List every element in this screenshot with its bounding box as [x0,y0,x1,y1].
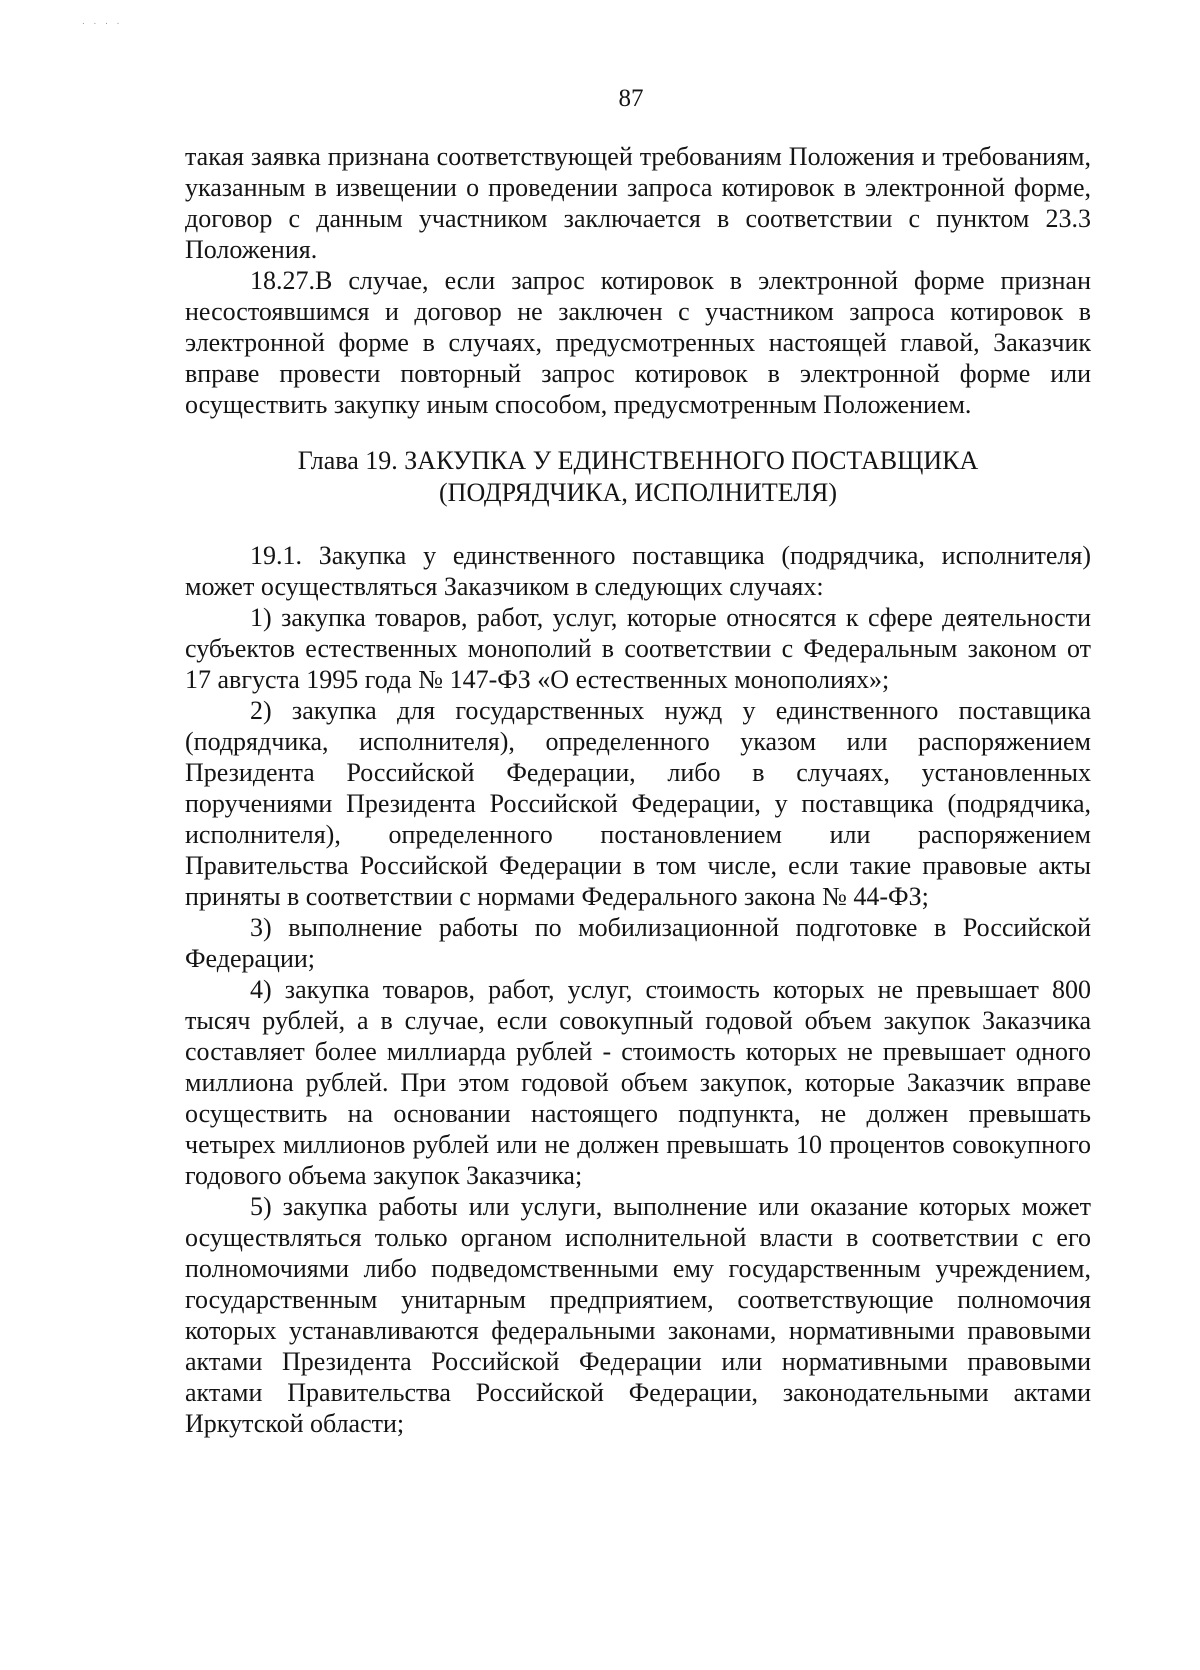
list-item-5: 5) закупка работы или услуги, выполнение или оказание которых может осуществляться только органом исполнительной власти в соответствии с его полномочиями либо подведомственными ему государственным учреждением, государственным унитарным предприятием, соответствующие полномочия которых устанавливаются федеральными законами, нормативными правовыми актами Президента Российской Федерации или нормативными правовыми актами Правительства Российской Федерации, законодательными актами Иркутской области; [185,1192,1091,1438]
chapter-heading [185,445,1091,509]
document-body [185,141,1091,1439]
list-item-2: 2) закупка для государственных нужд у единственного поставщика (подрядчика, исполнителя), определенного указом или распоряжением Президента Российской Федерации, либо в случаях, установленных поручениями Президента Российской Федерации, у поставщика (подрядчика, исполнителя), определенного постановлением или распоряжением Правительства Российской Федерации в том числе, если такие правовые акты приняты в соответствии с нормами Федерального закона № 44-ФЗ; [185,696,1091,911]
page-number: 87 [618,85,644,112]
scan-marks: . . . . [82,16,123,27]
paragraph-18-27: 18.27.В случае, если запрос котировок в электронной форме признан несостоявшимся и договор не заключен с участником запроса котировок в электронной форме в случаях, предусмотренных настоящей главой, Заказчик вправе провести повторный запрос котировок в электронной форме или осуществить закупку иным способом, предусмотренным Положением. [185,266,1091,419]
chapter-title-line-2: (ПОДРЯДЧИКА, ИСПОЛНИТЕЛЯ) [439,478,837,507]
chapter-title-line-1: Глава 19. ЗАКУПКА У ЕДИНСТВЕННОГО ПОСТАВЩИКА [297,446,979,475]
paragraph-19-1: 19.1. Закупка у единственного поставщика (подрядчика, исполнителя) может осуществляться Заказчиком в следующих случаях: [185,541,1091,601]
paragraph-intro: такая заявка признана соответствующей требованиям Положения и требованиям, указанным в извещении о проведении запроса котировок в электронной форме, договор с данным участником заключается в соответствии с пунктом 23.3 Положения. [185,142,1091,264]
list-item-4: 4) закупка товаров, работ, услуг, стоимость которых не превышает 800 тысяч рублей, а в случае, если совокупный годовой объем закупок Заказчика составляет более миллиарда рублей - стоимость которых не превышает одного миллиона рублей. При этом годовой объем закупок, которые Заказчик вправе осуществить на основании настоящего подпункта, не должен превышать четырех миллионов рублей или не должен превышать 10 процентов совокупного годового объема закупок Заказчика; [185,975,1091,1190]
list-item-3: 3) выполнение работы по мобилизационной подготовке в Российской Федерации; [185,913,1091,973]
list-item-1: 1) закупка товаров, работ, услуг, которые относятся к сфере деятельности субъектов естественных монополий в соответствии с Федеральным законом от 17 августа 1995 года № 147-ФЗ «О естественных монополиях»; [185,603,1091,694]
